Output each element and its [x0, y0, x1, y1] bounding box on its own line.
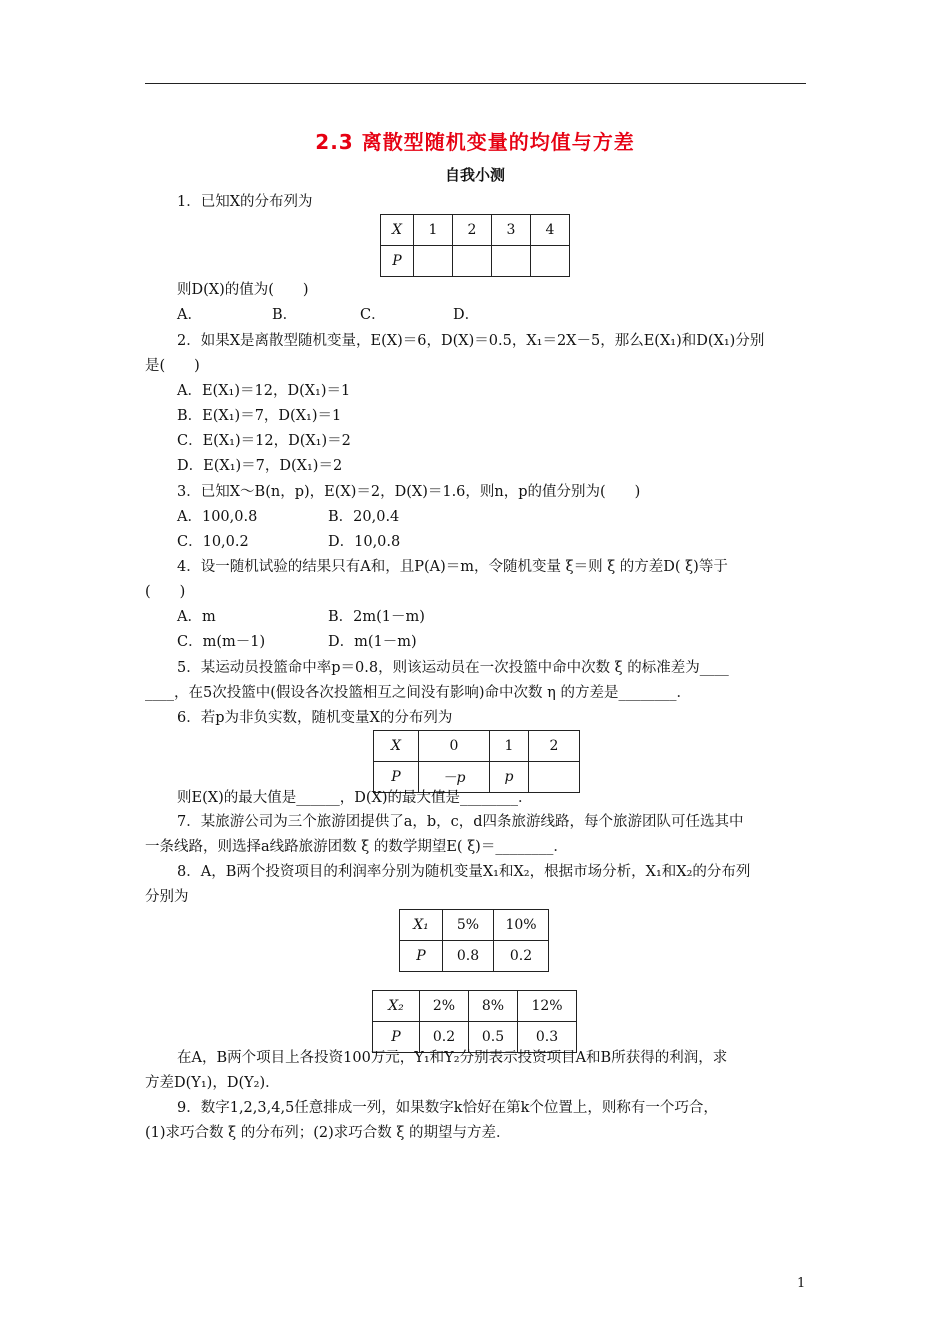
table-cell: 2	[529, 731, 580, 762]
q5-text: 5．某运动员投篮命中率p＝0.8，则该运动员在一次投篮中命中次数 ξ 的标准差为____	[177, 660, 729, 676]
table-cell: 0.3	[518, 1022, 577, 1053]
table-cell: X₁	[400, 910, 443, 941]
table-cell: 0.5	[469, 1022, 518, 1053]
q3-option-d: D．10,0.8	[328, 534, 401, 550]
q2-option-c: C．E(X₁)＝12，D(X₁)＝2	[177, 433, 351, 449]
table-cell	[414, 246, 453, 277]
table-cell: 5%	[443, 910, 494, 941]
q2-option-b: B．E(X₁)＝7，D(X₁)＝1	[177, 408, 342, 424]
q1-option-c: C．	[360, 307, 386, 323]
table-cell: 3	[492, 215, 531, 246]
page-number: 1	[797, 1276, 806, 1291]
q4-option-c: C．m(m－1)	[177, 634, 266, 650]
q6-ask: 则E(X)的最大值是______，D(X)的最大值是________．	[177, 790, 533, 806]
table-cell: 0.8	[443, 941, 494, 972]
table-cell	[453, 246, 492, 277]
q7-text-cont: 一条线路，则选择a线路旅游团数 ξ 的数学期望E( ξ)＝________．	[145, 839, 568, 855]
q7-text: 7．某旅游公司为三个旅游团提供了a，b，c，d四条旅游线路，每个旅游团队可任选其中	[177, 814, 744, 830]
table-cell	[529, 762, 580, 793]
table-cell: 8%	[469, 991, 518, 1022]
q8-text-cont: 分别为	[145, 889, 189, 905]
q1-option-d: D．	[453, 307, 480, 323]
q2-option-a: A．E(X₁)＝12，D(X₁)＝1	[177, 383, 351, 399]
q5-text-cont: ____，在5次投篮中(假设各次投篮相互之间没有影响)命中次数 η 的方差是________．	[145, 685, 691, 701]
q1-option-a: A．	[177, 307, 202, 323]
q3-option-c: C．10,0.2	[177, 534, 249, 550]
table-cell: 2	[453, 215, 492, 246]
q1-ask: 则D(X)的值为( )	[177, 282, 309, 298]
q8-x2-table	[372, 990, 577, 1053]
table-cell: 2%	[420, 991, 469, 1022]
q8-text: 8．A，B两个投资项目的利润率分别为随机变量X₁和X₂，根据市场分析，X₁和X₂的分布列	[177, 864, 751, 880]
table-cell: 0.2	[494, 941, 549, 972]
q6-distribution-table	[373, 730, 580, 793]
table-cell: X	[381, 215, 414, 246]
header-rule	[145, 83, 806, 84]
q9-text: 9．数字1,2,3,4,5任意排成一列，如果数字k恰好在第k个位置上，则称有一个巧合，	[177, 1100, 718, 1116]
table-cell: 12%	[518, 991, 577, 1022]
q3-stem: 3．已知X～B(n，p)，E(X)＝2，D(X)＝1.6，则n，p的值分别为( )	[177, 484, 641, 500]
q4-option-a: A．m	[177, 609, 216, 625]
q3-option-a: A．100,0.8	[177, 509, 258, 525]
table-cell: X	[374, 731, 419, 762]
table-cell: 1	[414, 215, 453, 246]
q2-stem: 2．如果X是离散型随机变量，E(X)＝6，D(X)＝0.5，X₁＝2X－5，那么E(X₁)和D(X₁)分别	[177, 333, 765, 349]
table-cell: 0	[419, 731, 490, 762]
table-cell: p	[490, 762, 529, 793]
q2-stem-cont: 是( )	[145, 358, 200, 374]
q1-stem: 1．已知X的分布列为	[177, 194, 313, 210]
table-cell: 4	[531, 215, 570, 246]
q3-option-b: B．20,0.4	[328, 509, 400, 525]
q8-x1-table	[399, 909, 549, 972]
table-cell: P	[400, 941, 443, 972]
table-cell	[531, 246, 570, 277]
table-cell: 1	[490, 731, 529, 762]
table-cell: 0.2	[420, 1022, 469, 1053]
q4-stem-cont: ( )	[145, 584, 186, 600]
table-cell: P	[373, 1022, 420, 1053]
q1-option-b: B．	[272, 307, 298, 323]
q8-text-2: 在A，B两个项目上各投资100万元，Y₁和Y₂分别表示投资项目A和B所获得的利润，求	[177, 1050, 728, 1066]
q6-stem: 6．若p为非负实数，随机变量X的分布列为	[177, 710, 453, 726]
table-cell: P	[374, 762, 419, 793]
table-cell: P	[381, 246, 414, 277]
q8-text-3: 方差D(Y₁)，D(Y₂)．	[145, 1075, 280, 1091]
table-cell: －p	[419, 762, 490, 793]
q9-text-cont: (1)求巧合数 ξ 的分布列；(2)求巧合数 ξ 的期望与方差．	[145, 1125, 511, 1141]
table-cell: 10%	[494, 910, 549, 941]
table-cell	[492, 246, 531, 277]
q4-stem: 4．设一随机试验的结果只有A和，且P(A)＝m，令随机变量 ξ＝则 ξ 的方差D( ξ)等于	[177, 559, 728, 575]
q4-option-b: B．2m(1－m)	[328, 609, 425, 625]
page-title: 2.3 离散型随机变量的均值与方差	[315, 130, 635, 154]
q2-option-d: D．E(X₁)＝7，D(X₁)＝2	[177, 458, 343, 474]
q4-option-d: D．m(1－m)	[328, 634, 417, 650]
q1-distribution-table	[380, 214, 570, 277]
section-subtitle: 自我小测	[444, 166, 505, 184]
table-cell: X₂	[373, 991, 420, 1022]
